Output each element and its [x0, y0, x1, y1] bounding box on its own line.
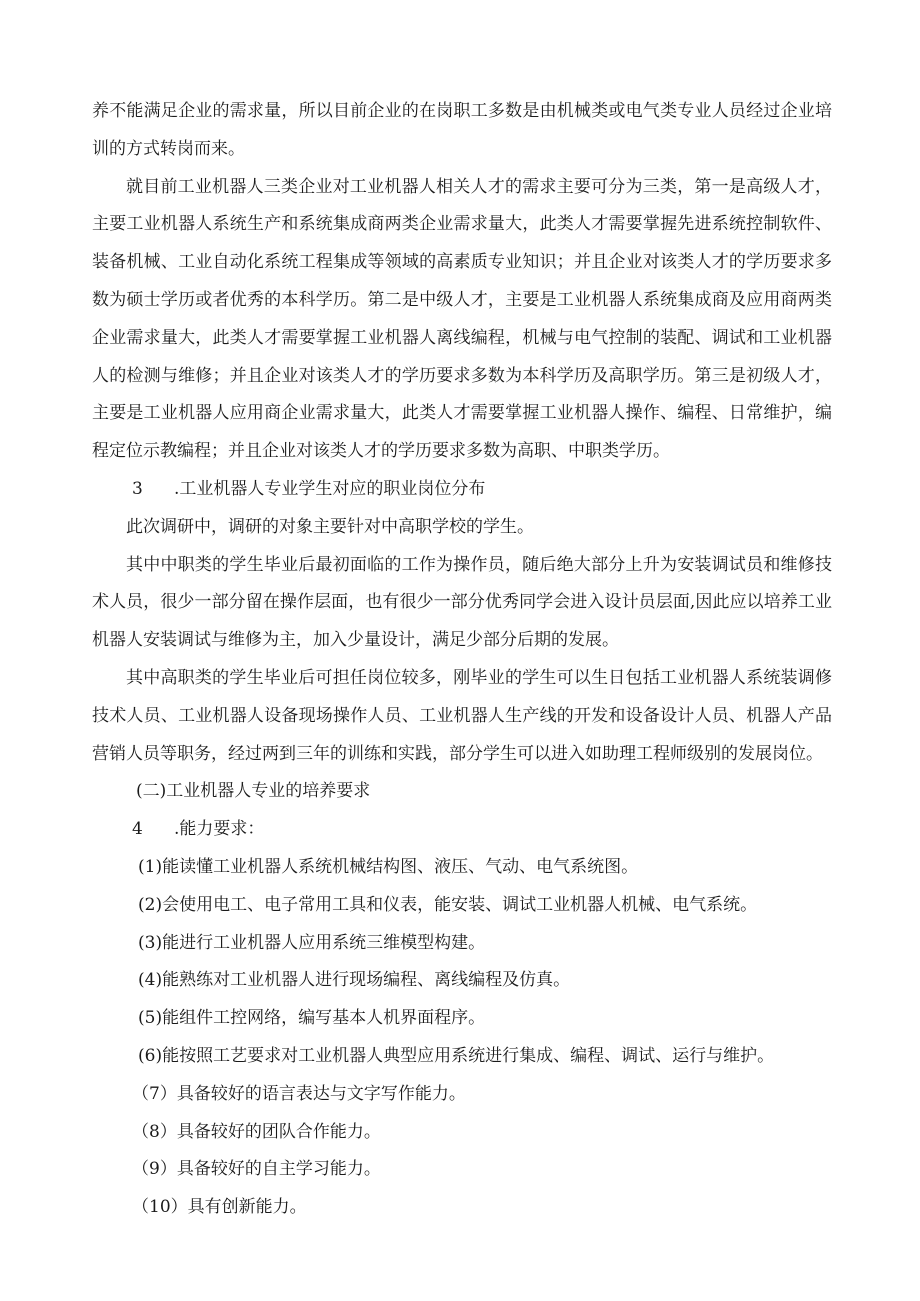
paragraph-higher-vocational: 其中高职类的学生毕业后可担任岗位较多，刚毕业的学生可以生日包括工业机器人系统装调修技术人员、工业机器人设备现场操作人员、工业机器人生产线的开发和设备设计人员、机器人产品营销人员等职务，经过两到三年的训练和实践，部分学生可以进入如助理工程师级别的发展岗位。	[92, 667, 832, 764]
paragraph-talent-demand: 就目前工业机器人三类企业对工业机器人相关人才的需求主要可分为三类，第一是高级人才，主要工业机器人系统生产和系统集成商两类企业需求量大，此类人才需要掌握先进系统控制软件、装备机械、工业自动化系统工程集成等领域的高素质专业知识；并且企业对该类人才的学历要求多数为硕士学历或者优秀的本科学历。第二是中级人才，主要是工业机器人系统集成商及应用商两类企业需求量大，此类人才需要掌握工业机器人离线编程，机械与电气控制的装配、调试和工业机器人的检测与维修；并且企业对该类人才的学历要求多数为本科学历及高职学历。第三是初级人才，主要是工业机器人应用商企业需求量大，此类人才需要掌握工业机器人操作、编程、日常维护，编程定位示教编程；并且企业对该类人才的学历要求多数为高职、中职类学历。	[92, 176, 832, 462]
paragraph-continued: 养不能满足企业的需求量，所以目前企业的在岗职工多数是由机械类或电气类专业人员经过企业培训的方式转岗而来。	[92, 101, 832, 159]
list-item: （10）具有创新能力。	[132, 1197, 307, 1218]
list-item: （7）具备较好的语言表达与文字写作能力。	[132, 1083, 466, 1104]
heading-text: .能力要求：	[174, 819, 265, 840]
list-item: （9）具备较好的自主学习能力。	[132, 1159, 381, 1180]
heading-number: 4	[132, 819, 143, 840]
heading-number: 3	[132, 478, 143, 499]
list-item: (1)能读懂工业机器人系统机械结构图、液压、气动、电气系统图。	[138, 856, 639, 877]
paragraph-secondary-vocational: 其中中职类的学生毕业后最初面临的工作为操作员，随后绝大部分上升为安装调试员和维修技术人员，很少一部分留在操作层面，也有很少一部分优秀同学会进入设计员层面,因此应以培养工业机器人安装调试与维修为主，加入少量设计，满足少部分后期的发展。	[92, 554, 832, 651]
list-item: (2)会使用电工、电子常用工具和仪表，能安装、调试工业机器人机械、电气系统。	[138, 894, 758, 915]
list-item: （8）具备较好的团队合作能力。	[132, 1121, 381, 1142]
paragraph-survey-scope: 此次调研中，调研的对象主要针对中高职学校的学生。	[126, 516, 534, 537]
heading-ability-requirements	[92, 811, 832, 849]
list-item: (6)能按照工艺要求对工业机器人典型应用系统进行集成、编程、调试、运行与维护。	[138, 1045, 775, 1066]
heading-text: .工业机器人专业学生对应的职业岗位分布	[174, 478, 486, 499]
list-item: (4)能熟练对工业机器人进行现场编程、离线编程及仿真。	[138, 970, 571, 991]
section-heading-training-requirements: (二)工业机器人专业的培养要求	[136, 781, 371, 802]
list-item: (3)能进行工业机器人应用系统三维模型构建。	[138, 932, 486, 953]
list-item: (5)能组件工控网络，编写基本人机界面程序。	[138, 1008, 486, 1029]
heading-job-distribution	[92, 471, 832, 509]
document-body	[92, 93, 832, 1227]
